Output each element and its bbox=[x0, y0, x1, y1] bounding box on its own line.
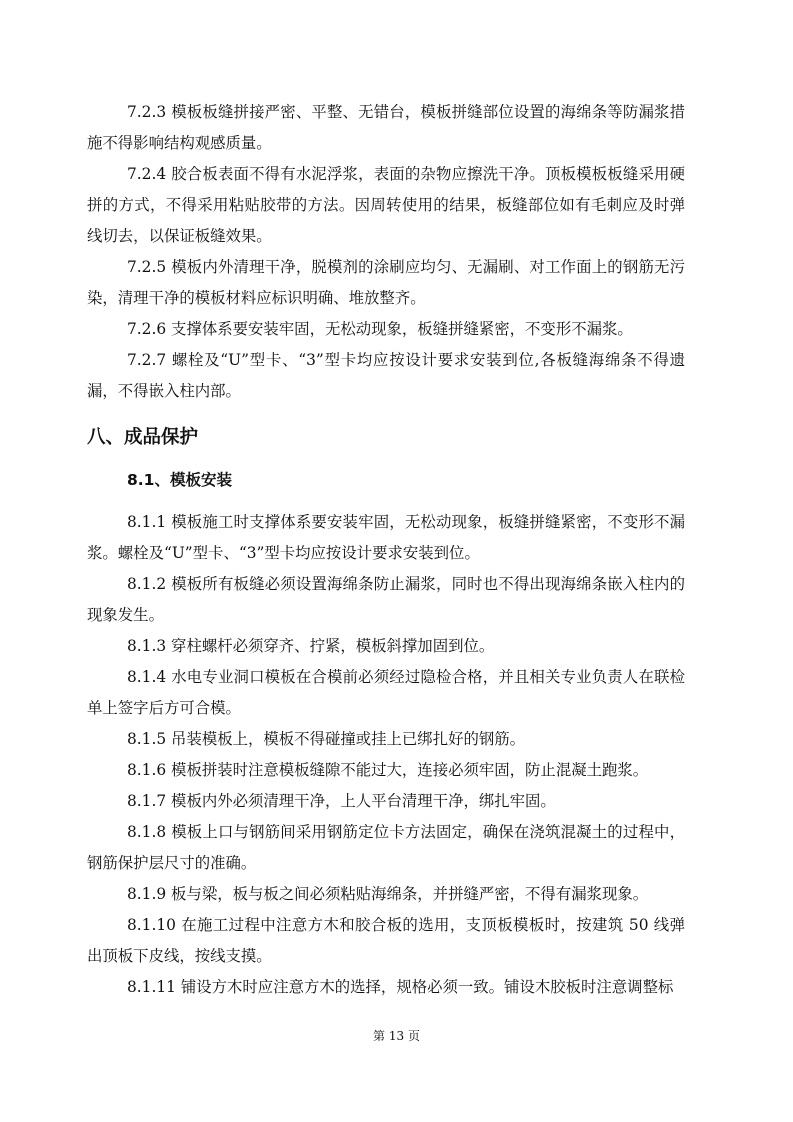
clause-8-1-9: 8.1.9 板与梁，板与板之间必须粘贴海绵条，并拼缝严密，不得有漏浆现象。 bbox=[127, 885, 649, 903]
clause-8-1-3: 8.1.3 穿柱螺杆必须穿齐、拧紧，模板斜撑加固到位。 bbox=[127, 637, 495, 655]
clause-8-1-1: 8.1.1 模板施工时支撑体系要安装牢固，无松动现象，板缝拼缝紧密，不变形不漏浆。螺栓及“U”型卡、“3”型卡均应按设计要求安装到位。 bbox=[87, 513, 685, 562]
clause-7-2-3: 7.2.3 模板板缝拼接严密、平整、无错台，模板拼缝部位设置的海绵条等防漏浆措施不得影响结构观感质量。 bbox=[87, 103, 685, 152]
clause-8-1-8: 8.1.8 模板上口与钢筋间采用钢筋定位卡方法固定，确保在浇筑混凝土的过程中，钢筋保护层尺寸的准确。 bbox=[87, 823, 685, 872]
clause-7-2-4: 7.2.4 胶合板表面不得有水泥浮浆，表面的杂物应擦洗干净。顶板模板板缝采用硬拼的方式，不得采用粘贴胶带的方法。因周转使用的结果，板缝部位如有毛刺应及时弹线切去，以保证板缝效果。 bbox=[87, 165, 685, 245]
clause-7-2-7: 7.2.7 螺栓及“U”型卡、“3”型卡均应按设计要求安装到位,各板缝海绵条不得遗漏，不得嵌入柱内部。 bbox=[87, 351, 685, 400]
clause-7-2-5: 7.2.5 模板内外清理干净，脱模剂的涂刷应均匀、无漏刷、对工作面上的钢筋无污染，清理干净的模板材料应标识明确、堆放整齐。 bbox=[87, 258, 685, 307]
page-content bbox=[87, 97, 685, 1003]
subsection-heading-8-1: 8.1、模板安装 bbox=[127, 471, 232, 489]
section-heading-8: 八、成品保护 bbox=[87, 427, 199, 448]
clause-8-1-6: 8.1.6 模板拼装时注意模板缝隙不能过大，连接必须牢固，防止混凝土跑浆。 bbox=[127, 761, 649, 779]
clause-8-1-11: 8.1.11 铺设方木时应注意方木的选择，规格必须一致。铺设木胶板时注意调整标 bbox=[127, 978, 674, 996]
clause-8-1-7: 8.1.7 模板内外必须清理干净，上人平台清理干净，绑扎牢固。 bbox=[127, 792, 556, 810]
page-number: 第 13 页 bbox=[373, 1029, 420, 1043]
clause-7-2-6: 7.2.6 支撑体系要安装牢固，无松动现象，板缝拼缝紧密，不变形不漏浆。 bbox=[127, 320, 633, 338]
clause-8-1-4: 8.1.4 水电专业洞口模板在合模前必须经过隐检合格，并且相关专业负责人在联检单上签字后方可合模。 bbox=[87, 668, 685, 717]
clause-8-1-10: 8.1.10 在施工过程中注意方木和胶合板的选用，支顶板模板时，按建筑 50 线弹出顶板下皮线，按线支摸。 bbox=[87, 916, 685, 965]
clause-8-1-5: 8.1.5 吊装模板上，模板不得碰撞或挂上已绑扎好的钢筋。 bbox=[127, 730, 526, 748]
clause-8-1-2: 8.1.2 模板所有板缝必须设置海绵条防止漏浆，同时也不得出现海绵条嵌入柱内的现象发生。 bbox=[87, 575, 685, 624]
